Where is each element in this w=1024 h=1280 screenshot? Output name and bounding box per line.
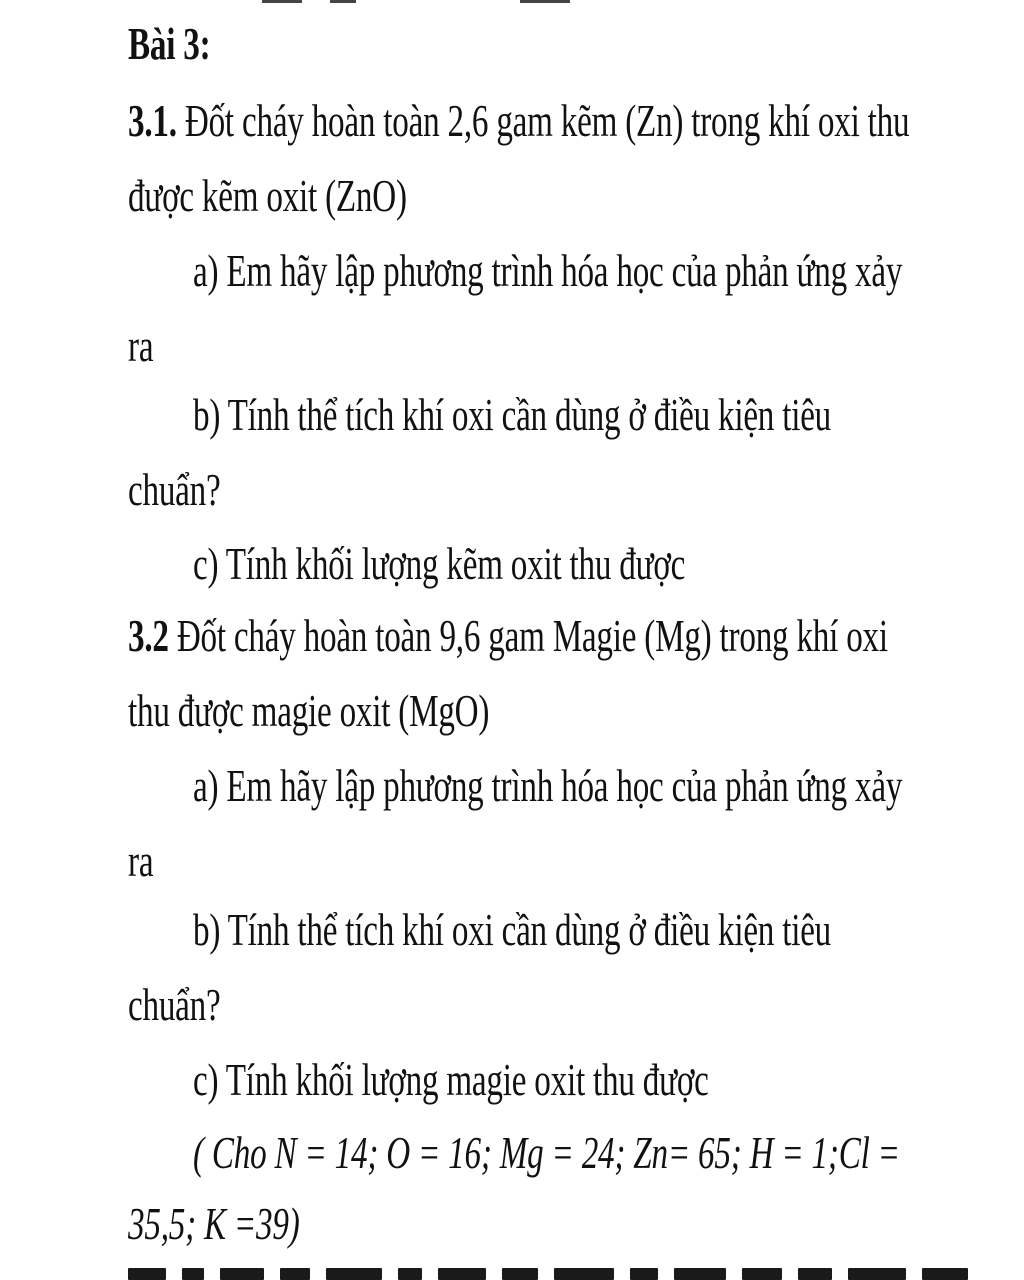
q32-intro-line2: thu được magie oxit (MgO)	[128, 685, 490, 736]
q31-part-b-line2: chuẩn?	[128, 464, 221, 515]
bottom-cropped-text-fragments	[128, 1262, 998, 1280]
q32-part-b-line2: chuẩn?	[128, 979, 221, 1030]
q31-part-a-line1: a) Em hãy lập phương trình hóa học của phản ứng xảy	[193, 245, 903, 296]
q32-part-b-line1: b) Tính thể tích khí oxi cần dùng ở điều kiện tiêu	[193, 904, 832, 955]
exercise-title: Bài 3:	[128, 18, 211, 69]
q31-part-b-line1: b) Tính thể tích khí oxi cần dùng ở điều kiện tiêu	[193, 389, 832, 440]
q32-part-c: c) Tính khối lượng magie oxit thu được	[193, 1054, 709, 1105]
q32-part-a-line1: a) Em hãy lập phương trình hóa học của phản ứng xảy	[193, 760, 903, 811]
q32-intro-text: Đốt cháy hoàn toàn 9,6 gam Magie (Mg) trong khí oxi	[168, 610, 888, 661]
q32-number: 3.2	[128, 610, 169, 661]
q31-part-a-line2: ra	[128, 320, 154, 371]
q31-intro-line2: được kẽm oxit (ZnO)	[128, 170, 407, 221]
q32-intro-line1	[128, 608, 888, 664]
q31-number: 3.1.	[128, 95, 177, 146]
q31-intro-text: Đốt cháy hoàn toàn 2,6 gam kẽm (Zn) trong khí oxi thu	[176, 95, 910, 146]
q31-part-c: c) Tính khối lượng kẽm oxit thu được	[193, 538, 686, 589]
given-atomic-masses-line2: 35,5; K =39)	[128, 1198, 300, 1249]
q31-intro-line1	[128, 93, 909, 149]
q32-part-a-line2: ra	[128, 835, 154, 886]
given-atomic-masses-line1: ( Cho N = 14; O = 16; Mg = 24; Zn= 65; H = 1;Cl =	[193, 1127, 900, 1178]
